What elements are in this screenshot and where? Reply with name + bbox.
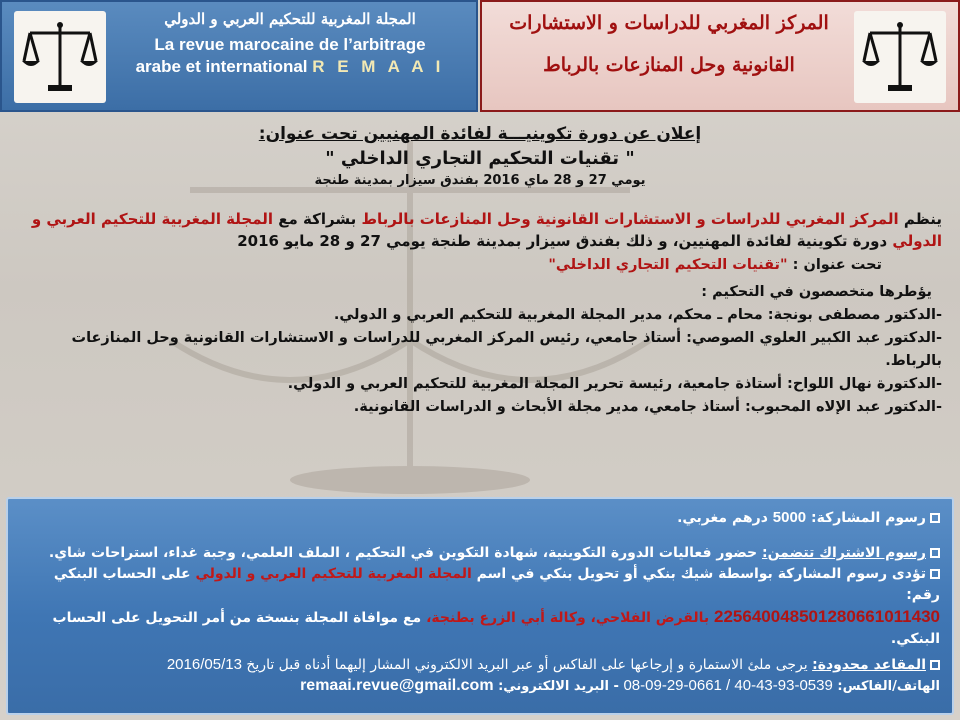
- phone-label: الهاتف/الفاكس:: [832, 679, 940, 694]
- journal-brand: R E M A A I: [312, 57, 445, 76]
- intro-part-e: دورة تكوينية لفائدة المهنيين، و ذلك بفندق سيزار بمدينة طنجة يومي 27 و 28 مايو 2016: [237, 232, 893, 250]
- checkbox-bullet-icon: [930, 548, 940, 558]
- course-dates: يومي 27 و 28 ماي 2016 بفندق سيزار بمدينة طنجة: [314, 173, 646, 188]
- center-title-line1: المركز المغربي للدراسات و الاستشارات: [509, 12, 829, 34]
- bank-name: بالقرض الفلاحي، وكالة أبي الزرع بطنجة،: [426, 610, 715, 626]
- announcement-heading: إعلان عن دورة تكوينيـــة لفائدة المهنيين تحت عنوان:: [258, 124, 702, 144]
- seats-text: يرجى ملئ الاستمارة و إرجاعها على الفاكس أو عبر البريد الالكتروني المشار إليهما أدناه قبل تاريخ: [241, 657, 813, 673]
- supervisor-3: -الدكتورة نهال اللواح: أستاذة جامعية، رئيسة تحرير المجلة المغربية للتحكيم العربي و الدولي.: [287, 376, 942, 392]
- deadline-date: 2016/05/13: [166, 656, 242, 673]
- phone-number[interactable]: 0539-93-43-40 / 0661-29-09-08: [623, 677, 833, 694]
- supervisor-2: -الدكتور عبد الكبير العلوي الصوصي: أستاذ جامعي، رئيس المركز المغربي للدراسات و الاستشارات القانونية وحل المنازعات بالرباط.: [71, 330, 942, 369]
- email-link[interactable]: remaai.revue@gmail.com: [300, 677, 494, 694]
- header-right-center: [480, 0, 960, 112]
- payment-row: [20, 564, 940, 606]
- intro-center-name: المركز المغربي للدراسات و الاستشارات القانونية وحل المنازعات بالرباط: [361, 210, 899, 228]
- bank-row: [20, 606, 940, 650]
- header-left-journal: [0, 0, 478, 112]
- supervisors-heading: يؤطرها متخصصون في التحكيم :: [701, 284, 932, 300]
- intro-part-c: بشراكة مع: [273, 210, 362, 228]
- under-title-line: [18, 254, 882, 277]
- contact-row: [20, 676, 940, 697]
- journal-title-fr: [114, 34, 466, 78]
- announcement-body: [18, 124, 942, 419]
- payment-text-c: على الحساب البنكي رقم:: [53, 566, 940, 603]
- under-title-value: "تقنيات التحكيم التجاري الداخلي": [548, 257, 788, 273]
- fee-row: [20, 507, 940, 529]
- seats-row: [20, 654, 940, 676]
- fee-unit: درهم مغربي.: [677, 510, 773, 526]
- checkbox-bullet-icon: [930, 660, 940, 670]
- scales-logo-left: [14, 11, 106, 103]
- under-title-label: تحت عنوان :: [787, 257, 882, 273]
- seats-label: المقاعد محدودة:: [812, 657, 926, 673]
- fee-label: رسوم المشاركة:: [806, 510, 926, 526]
- checkbox-bullet-icon: [930, 513, 940, 523]
- payment-text-a: تؤدى رسوم المشاركة بواسطة شيك بنكي أو تحويل بنكي في اسم: [471, 566, 926, 582]
- scales-logo-right: [854, 11, 946, 103]
- bank-note: مع موافاة المجلة بنسخة من أمر التحويل على الحساب البنكي.: [52, 610, 940, 647]
- intro-paragraph: [18, 208, 942, 252]
- journal-title-ar: المجلة المغربية للتحكيم العربي و الدولي: [164, 10, 416, 28]
- course-title: " تقنيات التحكيم التجاري الداخلي ": [325, 148, 635, 169]
- payment-journal-name: المجلة المغربية للتحكيم العربي و الدولي: [195, 566, 472, 582]
- inclusions-row: [20, 543, 940, 564]
- scales-of-justice-icon: [860, 17, 940, 97]
- journal-title-fr-line1: La revue marocaine de l’arbitrage: [154, 35, 426, 54]
- journal-title-fr-line2: arabe et international: [135, 57, 308, 76]
- supervisor-1: -الدكتور مصطفى بونجة: محام ـ محكم، مدير المجلة المغربية للتحكيم العربي و الدولي.: [333, 307, 942, 323]
- bank-account-number: 225640048501280661011430: [714, 607, 940, 626]
- intro-part-a: ينظم: [898, 210, 942, 228]
- inclusions-text: حضور فعاليات الدورة التكوينية، شهادة التكوين في التحكيم ، الملف العلمي، وجبة غداء، استراحات شاي.: [48, 545, 762, 561]
- info-panel: [6, 497, 954, 715]
- scales-of-justice-icon: [20, 17, 100, 97]
- fee-value: 5000: [772, 509, 807, 526]
- checkbox-bullet-icon: [930, 569, 940, 579]
- email-label: - البريد الالكتروني:: [493, 679, 624, 694]
- intro-journal-name: المجلة المغربية للتحكيم العربي و الدولي: [31, 210, 942, 250]
- inclusions-label: رسوم الاشتراك تتضمن:: [761, 545, 926, 561]
- center-title-line2: القانونية وحل المنازعات بالرباط: [543, 54, 795, 76]
- supervisor-4: -الدكتور عبد الإلاه المحبوب: أستاذ جامعي، مدير مجلة الأبحاث و الدراسات القانونية.: [353, 399, 942, 415]
